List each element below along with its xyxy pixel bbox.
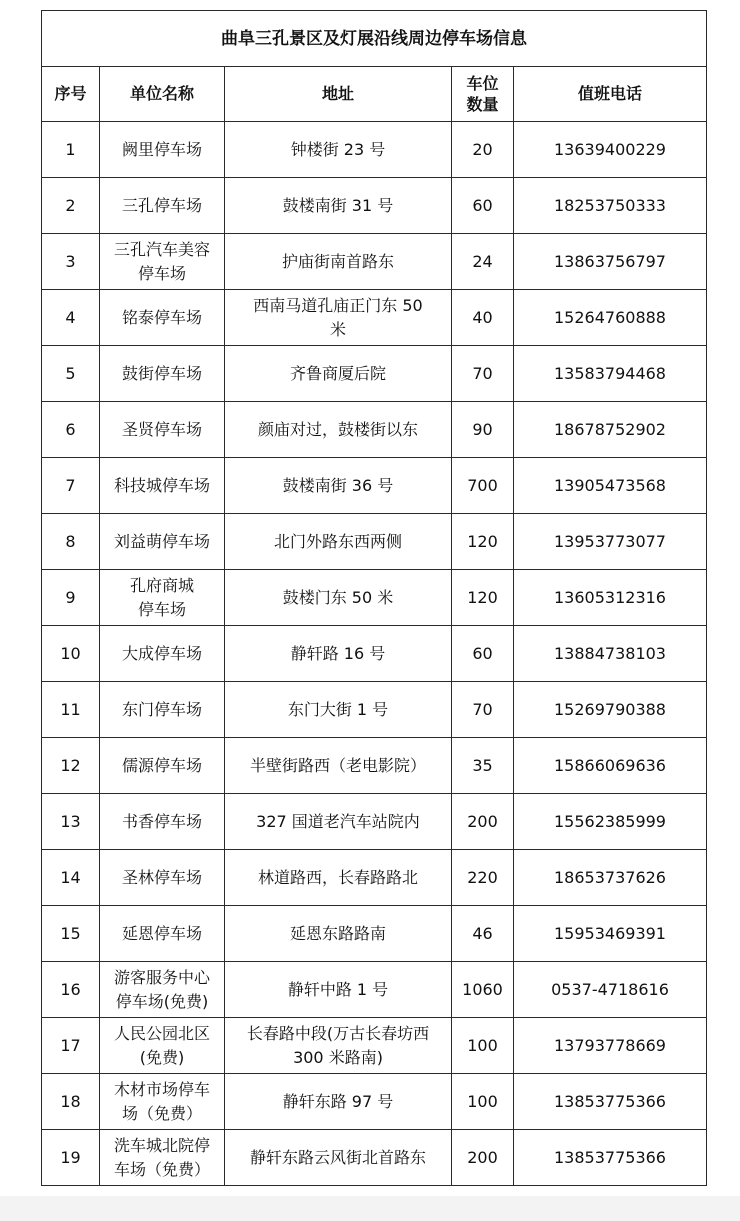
cell-phone: 13639400229 [514, 122, 707, 178]
cell-address: 327 国道老汽车站院内 [225, 794, 452, 850]
cell-spaces: 20 [452, 122, 514, 178]
cell-phone: 15953469391 [514, 906, 707, 962]
cell-address: 静轩路 16 号 [225, 626, 452, 682]
parking-info-table [41, 10, 707, 1186]
cell-no: 9 [42, 570, 100, 626]
cell-phone: 13905473568 [514, 458, 707, 514]
cell-phone: 13863756797 [514, 234, 707, 290]
cell-no: 6 [42, 402, 100, 458]
cell-name: 游客服务中心 停车场(免费) [100, 962, 225, 1018]
cell-no: 1 [42, 122, 100, 178]
cell-address: 延恩东路路南 [225, 906, 452, 962]
cell-spaces: 70 [452, 346, 514, 402]
cell-spaces: 70 [452, 682, 514, 738]
cell-no: 7 [42, 458, 100, 514]
cell-phone: 15866069636 [514, 738, 707, 794]
cell-no: 3 [42, 234, 100, 290]
cell-name: 大成停车场 [100, 626, 225, 682]
cell-no: 17 [42, 1018, 100, 1074]
cell-address: 齐鲁商厦后院 [225, 346, 452, 402]
table-row [42, 794, 707, 850]
table-row [42, 346, 707, 402]
cell-name: 圣贤停车场 [100, 402, 225, 458]
cell-no: 8 [42, 514, 100, 570]
cell-name: 东门停车场 [100, 682, 225, 738]
cell-name: 书香停车场 [100, 794, 225, 850]
cell-spaces: 100 [452, 1018, 514, 1074]
cell-phone: 13953773077 [514, 514, 707, 570]
cell-spaces: 35 [452, 738, 514, 794]
cell-phone: 18653737626 [514, 850, 707, 906]
cell-address: 鼓楼门东 50 米 [225, 570, 452, 626]
cell-name: 科技城停车场 [100, 458, 225, 514]
cell-spaces: 700 [452, 458, 514, 514]
cell-address: 半壁街路西（老电影院） [225, 738, 452, 794]
cell-no: 11 [42, 682, 100, 738]
header-phone: 值班电话 [514, 67, 707, 122]
cell-address: 钟楼街 23 号 [225, 122, 452, 178]
table-row [42, 1018, 707, 1074]
cell-no: 2 [42, 178, 100, 234]
cell-name: 鼓街停车场 [100, 346, 225, 402]
table-row [42, 682, 707, 738]
cell-no: 16 [42, 962, 100, 1018]
table-row [42, 234, 707, 290]
cell-address: 颜庙对过，鼓楼街以东 [225, 402, 452, 458]
cell-no: 12 [42, 738, 100, 794]
cell-no: 18 [42, 1074, 100, 1130]
cell-phone: 13793778669 [514, 1018, 707, 1074]
cell-name: 三孔停车场 [100, 178, 225, 234]
cell-address: 鼓楼南街 36 号 [225, 458, 452, 514]
table-row [42, 570, 707, 626]
cell-spaces: 46 [452, 906, 514, 962]
header-spaces: 车位 数量 [452, 67, 514, 122]
table-row [42, 1074, 707, 1130]
cell-name: 三孔汽车美容 停车场 [100, 234, 225, 290]
table-row [42, 514, 707, 570]
cell-no: 5 [42, 346, 100, 402]
cell-no: 10 [42, 626, 100, 682]
cell-name: 木材市场停车 场（免费） [100, 1074, 225, 1130]
cell-no: 19 [42, 1130, 100, 1186]
cell-no: 4 [42, 290, 100, 346]
bottom-background-strip [0, 1196, 740, 1221]
cell-address: 静轩东路云风街北首路东 [225, 1130, 452, 1186]
cell-name: 延恩停车场 [100, 906, 225, 962]
cell-name: 孔府商城 停车场 [100, 570, 225, 626]
table-row [42, 1130, 707, 1186]
cell-address: 林道路西，长春路路北 [225, 850, 452, 906]
cell-address: 东门大街 1 号 [225, 682, 452, 738]
cell-name: 圣林停车场 [100, 850, 225, 906]
cell-address: 长春路中段(万古长春坊西 300 米路南) [225, 1018, 452, 1074]
cell-phone: 15269790388 [514, 682, 707, 738]
table-row [42, 458, 707, 514]
cell-spaces: 200 [452, 1130, 514, 1186]
header-address: 地址 [225, 67, 452, 122]
cell-spaces: 1060 [452, 962, 514, 1018]
cell-address: 鼓楼南街 31 号 [225, 178, 452, 234]
table-row [42, 906, 707, 962]
header-no: 序号 [42, 67, 100, 122]
cell-name: 儒源停车场 [100, 738, 225, 794]
cell-phone: 13884738103 [514, 626, 707, 682]
cell-address: 静轩中路 1 号 [225, 962, 452, 1018]
cell-phone: 0537-4718616 [514, 962, 707, 1018]
cell-address: 护庙街南首路东 [225, 234, 452, 290]
table-row [42, 962, 707, 1018]
table-row [42, 122, 707, 178]
cell-name: 刘益萌停车场 [100, 514, 225, 570]
cell-phone: 18678752902 [514, 402, 707, 458]
cell-no: 15 [42, 906, 100, 962]
cell-name: 阙里停车场 [100, 122, 225, 178]
cell-address: 北门外路东西两侧 [225, 514, 452, 570]
cell-phone: 15562385999 [514, 794, 707, 850]
cell-phone: 13583794468 [514, 346, 707, 402]
table-title: 曲阜三孔景区及灯展沿线周边停车场信息 [42, 11, 707, 67]
cell-spaces: 60 [452, 178, 514, 234]
cell-address: 静轩东路 97 号 [225, 1074, 452, 1130]
table-row [42, 626, 707, 682]
cell-spaces: 24 [452, 234, 514, 290]
cell-spaces: 200 [452, 794, 514, 850]
table-row [42, 290, 707, 346]
cell-name: 铭泰停车场 [100, 290, 225, 346]
cell-spaces: 100 [452, 1074, 514, 1130]
cell-spaces: 120 [452, 570, 514, 626]
table-row [42, 738, 707, 794]
table-row [42, 850, 707, 906]
table-row [42, 178, 707, 234]
cell-phone: 13853775366 [514, 1074, 707, 1130]
cell-name: 人民公园北区 (免费) [100, 1018, 225, 1074]
cell-spaces: 40 [452, 290, 514, 346]
cell-spaces: 90 [452, 402, 514, 458]
cell-spaces: 120 [452, 514, 514, 570]
parking-info-table-frame [41, 10, 706, 1186]
cell-name: 洗车城北院停 车场（免费） [100, 1130, 225, 1186]
table-row [42, 402, 707, 458]
cell-spaces: 220 [452, 850, 514, 906]
header-name: 单位名称 [100, 67, 225, 122]
cell-spaces: 60 [452, 626, 514, 682]
cell-phone: 13853775366 [514, 1130, 707, 1186]
cell-phone: 13605312316 [514, 570, 707, 626]
cell-no: 14 [42, 850, 100, 906]
cell-no: 13 [42, 794, 100, 850]
cell-phone: 15264760888 [514, 290, 707, 346]
cell-phone: 18253750333 [514, 178, 707, 234]
cell-address: 西南马道孔庙正门东 50 米 [225, 290, 452, 346]
